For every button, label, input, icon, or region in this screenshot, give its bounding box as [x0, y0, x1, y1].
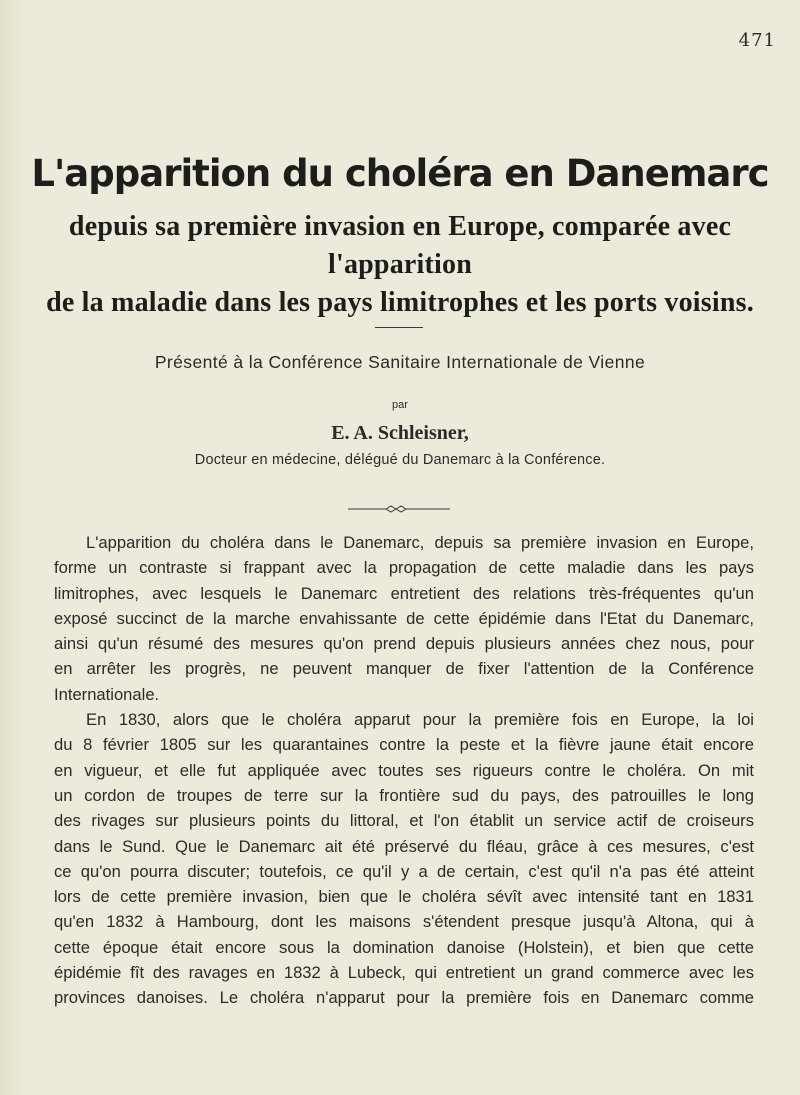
- body-line: cette époque était encore sous la domination danoise (Holstein), et bien que cette: [54, 937, 754, 957]
- body-line: lors de cette première invasion, bien que le choléra sévît avec intensité tant en 1831: [54, 887, 754, 907]
- body-line: Internationale.: [54, 684, 160, 704]
- subtitle-line: de la maladie dans les pays limitrophes et les ports voisins.: [46, 287, 754, 318]
- body-line: exposé succinct de la marche envahissante de cette épidémie dans l'Etat du Danemarc,: [54, 608, 754, 628]
- page-number: 471: [738, 30, 776, 51]
- title-divider: [375, 327, 423, 328]
- body-line: provinces danoises. Le choléra n'apparut pour la première fois en Danemarc comme: [54, 988, 754, 1008]
- body-line: En 1830, alors que le choléra apparut pour la première fois en Europe, la loi: [86, 710, 754, 730]
- body-line: ce qu'on pourra discuter; toutefois, ce qu'il y a de certain, c'est qu'il n'a pas été atteint: [54, 861, 754, 881]
- article-title: L'apparition du choléra en Danemarc: [31, 152, 769, 195]
- author-name: E. A. Schleisner,: [331, 422, 469, 444]
- presentation-note: Présenté à la Conférence Sanitaire Internationale de Vienne: [154, 352, 646, 372]
- section-ornament: [348, 504, 450, 514]
- body-line: en vigueur, et elle fut appliquée avec toutes ses rigueurs contre le choléra. On mit: [54, 760, 754, 780]
- body-line: ainsi qu'un résumé des mesures qu'on prend depuis plusieurs années chez nous, pour: [54, 634, 754, 654]
- body-line: du 8 février 1805 sur les quarantaines contre la peste et la fièvre jaune était encore: [54, 735, 754, 755]
- author-affiliation: Docteur en médecine, délégué du Danemarc à la Conférence.: [194, 452, 606, 468]
- article-body: [54, 530, 754, 1011]
- article-subtitle: [0, 208, 800, 322]
- body-line: L'apparition du choléra dans le Danemarc, depuis sa première invasion en Europe,: [86, 533, 754, 552]
- subtitle-line: depuis sa première invasion en Europe, comparée avec l'apparition: [68, 211, 732, 280]
- body-line: forme un contraste si frappant avec la propagation de cette maladie dans les pays: [54, 558, 754, 578]
- body-line: des rivages sur plusieurs points du littoral, et l'on établit un service actif de croiseurs: [54, 811, 754, 831]
- body-line: qu'en 1832 à Hambourg, dont les maisons s'étendent presque jusqu'à Altona, qui à: [54, 912, 754, 932]
- body-line: un cordon de troupes de terre sur la frontière sud du pays, des patrouilles le long: [54, 785, 754, 805]
- body-line: limitrophes, avec lesquels le Danemarc entretient des relations très-fréquentes qu'un: [54, 583, 754, 603]
- body-line: dans le Sund. Que le Danemarc ait été préservé du fléau, grâce à ces mesures, c'est: [54, 836, 754, 856]
- byline-par: par: [392, 399, 408, 411]
- body-line: en arrêter les progrès, ne peuvent manquer de fixer l'attention de la Conférence: [54, 659, 754, 679]
- body-line: épidémie fît des ravages en 1832 à Lubeck, qui entretient un grand commerce avec les: [54, 963, 754, 983]
